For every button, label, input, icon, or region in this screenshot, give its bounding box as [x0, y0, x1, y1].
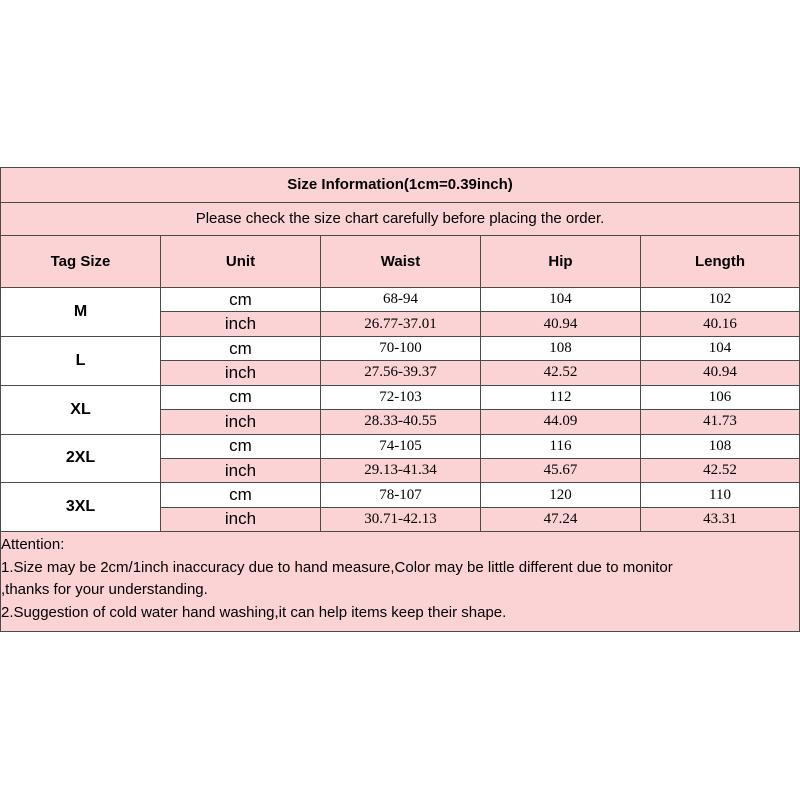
tag-size-cell: 2XL	[1, 434, 161, 483]
table-subtitle: Please check the size chart carefully before placing the order.	[1, 202, 800, 236]
waist-cell: 70-100	[321, 336, 481, 360]
unit-cell: inch	[161, 312, 321, 336]
header-tag-size: Tag Size	[1, 236, 161, 288]
waist-cell: 26.77-37.01	[321, 312, 481, 336]
hip-cell: 42.52	[481, 361, 641, 385]
unit-cell: cm	[161, 288, 321, 312]
note-line-1: 1.Size may be 2cm/1inch inaccuracy due to hand measure,Color may be little different due to monitor	[1, 558, 673, 576]
table-row	[1, 385, 800, 409]
header-waist: Waist	[321, 236, 481, 288]
attention-notes	[1, 532, 800, 632]
length-cell: 102	[641, 288, 800, 312]
table-row	[1, 434, 800, 458]
waist-cell: 27.56-39.37	[321, 361, 481, 385]
length-cell: 104	[641, 336, 800, 360]
hip-cell: 104	[481, 288, 641, 312]
hip-cell: 40.94	[481, 312, 641, 336]
length-cell: 41.73	[641, 410, 800, 434]
tag-size-cell: M	[1, 288, 161, 337]
hip-cell: 112	[481, 385, 641, 409]
length-cell: 43.31	[641, 507, 800, 531]
tag-size-cell: XL	[1, 385, 161, 434]
unit-cell: cm	[161, 434, 321, 458]
waist-cell: 68-94	[321, 288, 481, 312]
length-cell: 40.94	[641, 361, 800, 385]
hip-cell: 120	[481, 483, 641, 507]
note-line-2: ,thanks for your understanding.	[1, 581, 208, 599]
unit-cell: inch	[161, 410, 321, 434]
note-line-3: 2.Suggestion of cold water hand washing,it can help items keep their shape.	[1, 603, 507, 621]
tag-size-cell: 3XL	[1, 483, 161, 532]
unit-cell: inch	[161, 458, 321, 482]
header-hip: Hip	[481, 236, 641, 288]
waist-cell: 74-105	[321, 434, 481, 458]
unit-cell: cm	[161, 483, 321, 507]
unit-cell: inch	[161, 507, 321, 531]
length-cell: 108	[641, 434, 800, 458]
length-cell: 42.52	[641, 458, 800, 482]
table-row	[1, 336, 800, 360]
note-heading: Attention:	[1, 536, 65, 554]
waist-cell: 30.71-42.13	[321, 507, 481, 531]
hip-cell: 47.24	[481, 507, 641, 531]
waist-cell: 72-103	[321, 385, 481, 409]
notes-row	[1, 532, 800, 632]
hip-cell: 44.09	[481, 410, 641, 434]
unit-cell: inch	[161, 361, 321, 385]
length-cell: 110	[641, 483, 800, 507]
hip-cell: 116	[481, 434, 641, 458]
unit-cell: cm	[161, 336, 321, 360]
header-row	[1, 236, 800, 288]
hip-cell: 45.67	[481, 458, 641, 482]
hip-cell: 108	[481, 336, 641, 360]
table-row	[1, 288, 800, 312]
unit-cell: cm	[161, 385, 321, 409]
length-cell: 106	[641, 385, 800, 409]
header-length: Length	[641, 236, 800, 288]
table-title: Size Information(1cm=0.39inch)	[1, 168, 800, 203]
tag-size-cell: L	[1, 336, 161, 385]
table-row	[1, 483, 800, 507]
waist-cell: 78-107	[321, 483, 481, 507]
length-cell: 40.16	[641, 312, 800, 336]
header-unit: Unit	[161, 236, 321, 288]
waist-cell: 29.13-41.34	[321, 458, 481, 482]
waist-cell: 28.33-40.55	[321, 410, 481, 434]
size-chart-table	[0, 167, 800, 632]
